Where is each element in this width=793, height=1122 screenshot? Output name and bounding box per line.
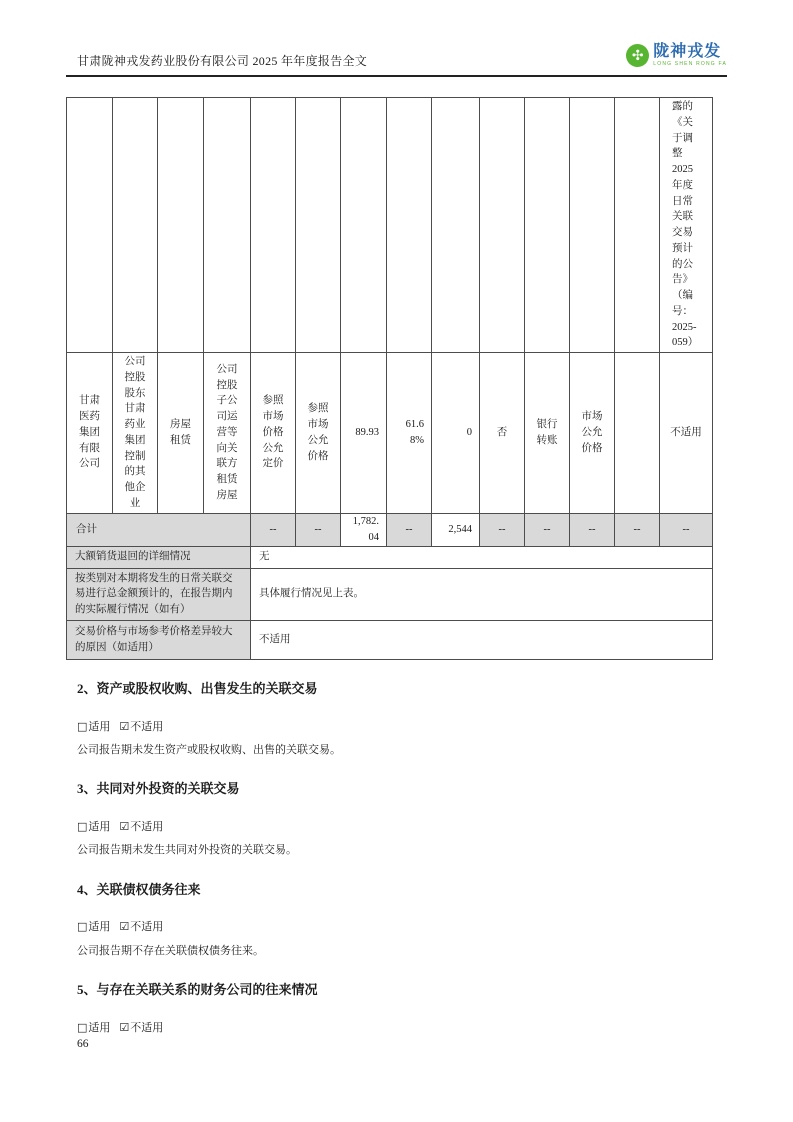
pinwheel-icon: ✣: [626, 44, 649, 67]
exceed-quota-cell: 否: [480, 353, 525, 514]
not-apply-option: [119, 921, 163, 933]
page-number: 66: [77, 1038, 89, 1050]
empty-cell: [251, 98, 296, 353]
total-dash-cell: --: [570, 513, 615, 546]
apply-label: 适用: [88, 720, 111, 733]
section-note: 公司报告期不存在关联债权债务往来。: [77, 944, 264, 957]
pricing-principle-cell: 参照市场价格公允定价: [251, 353, 296, 514]
daily-related-transactions-table: [66, 97, 713, 660]
table-total-row: [67, 513, 713, 546]
detail-row: [67, 568, 713, 620]
empty-cell: [480, 98, 525, 353]
checkbox-checked-icon: ☑: [119, 820, 130, 834]
approved-quota-cell: 0: [432, 353, 480, 514]
related-party-cell: 甘肃医药集团有限公司: [67, 353, 113, 514]
detail-row: [67, 546, 713, 568]
checkbox-unchecked-icon: □: [77, 820, 88, 834]
transaction-amount-cell: 89.93: [341, 353, 387, 514]
empty-cell: [113, 98, 158, 353]
proportion-cell: 61.68%: [387, 353, 432, 514]
sales-return-label-cell: 大额销货退回的详细情况: [67, 546, 251, 568]
transaction-type-cell: 房屋租赁: [158, 353, 204, 514]
empty-cell: [296, 98, 341, 353]
checkbox-checked-icon: ☑: [119, 1020, 130, 1034]
price-difference-value-cell: 不适用: [251, 620, 713, 659]
section-note: 公司报告期未发生共同对外投资的关联交易。: [77, 844, 297, 857]
logo-name-cn: 陇神戎发: [653, 43, 722, 61]
table-data-row: [67, 353, 713, 514]
checkbox-checked-icon: ☑: [119, 719, 130, 733]
disclosure-index-cell: 不适用: [660, 353, 713, 514]
sales-return-value-cell: 无: [251, 546, 713, 568]
empty-cell: [67, 98, 113, 353]
checkbox-unchecked-icon: □: [77, 920, 88, 934]
section-heading-5: 5、与存在关联关系的财务公司的往来情况: [77, 981, 318, 997]
apply-label: 适用: [88, 1021, 111, 1034]
price-difference-label-cell: 交易价格与市场参考价格差异较大的原因（如适用）: [67, 620, 251, 659]
total-dash-cell: --: [480, 513, 525, 546]
settlement-method-cell: 银行转账: [525, 353, 570, 514]
checkbox-unchecked-icon: □: [77, 719, 88, 733]
checkbox-checked-icon: ☑: [119, 920, 130, 934]
empty-cell: [432, 98, 480, 353]
estimate-performance-label-cell: 按类别对本期将发生的日常关联交易进行总金额预计的，在报告期内的实际履行情况（如有）: [67, 568, 251, 620]
total-label-cell: 合计: [67, 513, 251, 546]
transaction-content-cell: 公司控股子公司运营等向关联方租赁房屋: [204, 353, 251, 514]
section-heading-2: 2、资产或股权收购、出售发生的关联交易: [77, 681, 318, 696]
total-dash-cell: --: [251, 513, 296, 546]
not-apply-option: [119, 721, 163, 733]
not-apply-label: 不适用: [130, 821, 164, 834]
header-rule: [66, 75, 727, 77]
table-continuation-row: [67, 98, 713, 353]
total-dash-cell: --: [660, 513, 713, 546]
total-dash-cell: --: [615, 513, 660, 546]
total-dash-cell: --: [525, 513, 570, 546]
applicability-row: [77, 920, 717, 934]
apply-label: 适用: [88, 821, 111, 834]
estimate-performance-value-cell: 具体履行情况见上表。: [251, 568, 713, 620]
empty-cell: [204, 98, 251, 353]
empty-cell: [525, 98, 570, 353]
transaction-price-cell: 参照市场公允价格: [296, 353, 341, 514]
applicability-row: [77, 820, 717, 834]
section-note: 公司报告期未发生资产或股权收购、出售的关联交易。: [77, 744, 341, 757]
apply-option: [77, 1022, 110, 1034]
section-heading-4: 4、关联债权债务往来: [77, 881, 201, 897]
empty-cell: [615, 98, 660, 353]
checkbox-unchecked-icon: □: [77, 1020, 88, 1034]
not-apply-option: [119, 821, 163, 833]
empty-cell: [387, 98, 432, 353]
company-logo: [626, 44, 727, 67]
logo-name-en: LONG SHEN RONG FA: [653, 60, 727, 67]
detail-row: [67, 620, 713, 659]
not-apply-label: 不适用: [130, 921, 164, 934]
apply-label: 适用: [88, 921, 111, 934]
total-amount-cell: 1,782.04: [341, 513, 387, 546]
market-price-cell: 市场公允价格: [570, 353, 615, 514]
apply-option: [77, 921, 110, 933]
report-header-title: 甘肃陇神戎发药业股份有限公司 2025 年年度报告全文: [77, 54, 368, 68]
relationship-cell: 公司控股股东甘肃药业集团控制的其他企业: [113, 353, 158, 514]
not-apply-option: [119, 1022, 163, 1034]
empty-cell: [341, 98, 387, 353]
apply-option: [77, 821, 110, 833]
not-apply-label: 不适用: [130, 720, 164, 733]
logo-text: [653, 44, 727, 67]
empty-cell: [158, 98, 204, 353]
sections: [77, 681, 717, 1045]
empty-cell: [570, 98, 615, 353]
applicability-row: [77, 720, 717, 734]
not-apply-label: 不适用: [130, 1021, 164, 1034]
total-approved-quota-cell: 2,544: [432, 513, 480, 546]
apply-option: [77, 721, 110, 733]
section-heading-3: 3、共同对外投资的关联交易: [77, 781, 240, 797]
applicability-row: [77, 1021, 717, 1035]
disclosure-date-cell: [615, 353, 660, 514]
total-dash-cell: --: [296, 513, 341, 546]
disclosure-index-continuation-cell: 露的《关于调整2025年度日常关联交易预计的公告》（编号：2025-059）: [660, 98, 713, 353]
total-dash-cell: --: [387, 513, 432, 546]
